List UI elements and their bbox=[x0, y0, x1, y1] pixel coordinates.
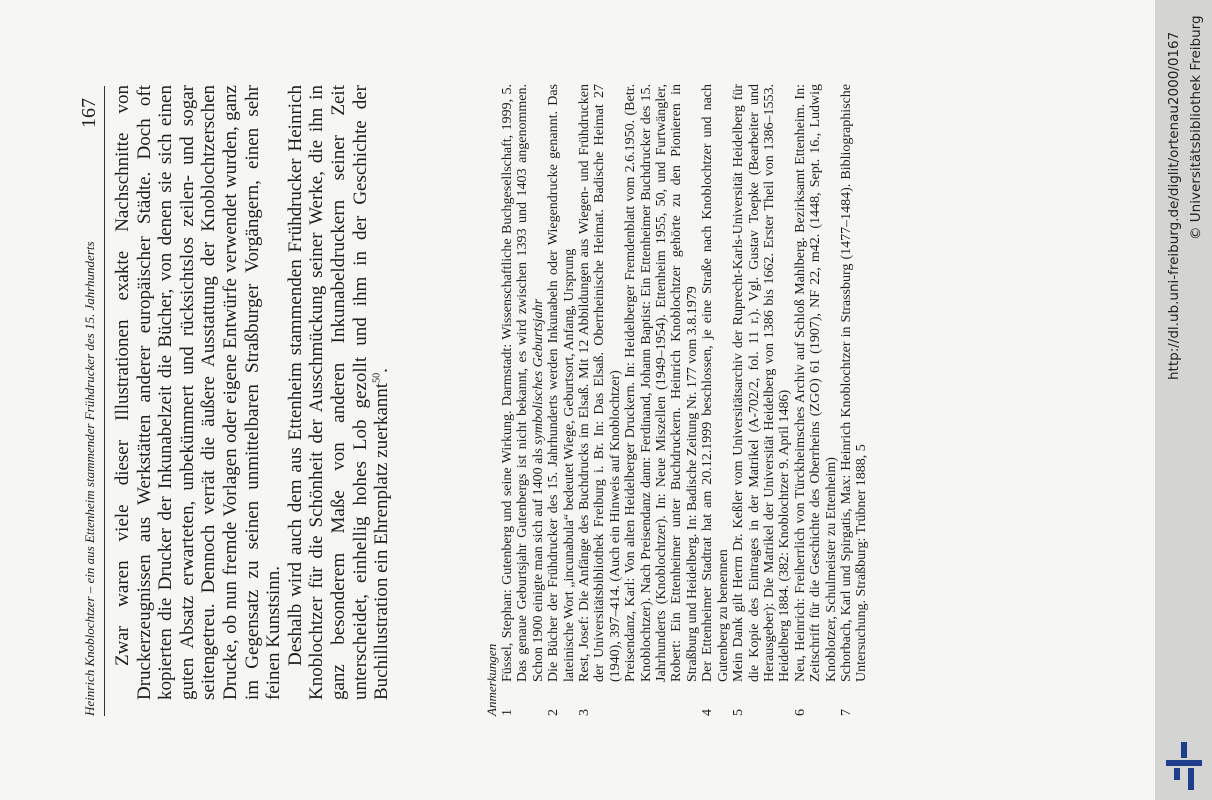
note-number: 1 bbox=[500, 709, 515, 716]
note-text: Füssel, Stephan: Gutenberg und seine Wirkung. Darmstadt: Wissenschaftliche Buchgesellschaft, 1999, 5. Das genaue Geburtsjahr Gutenbergs ist nicht bekannt, es wird zwischen 1393 und 1403 angenommen. Schon 1900 einigte man sich auf 1400 als symbolisches Geburtsjahr bbox=[500, 84, 546, 682]
body-paragraph: Zwar waren viele dieser Illustrationen exakte Nachschnitte von Druckerzeugnissen aus Werkstätten anderer europäischer Städte. Doch oft kopierten die Drucker der Inkunabelzeit die Bücher, von denen sie sich einen guten Absatz erwarteten, unbekümmert und rücksichtslos zeilen- und sogar seitengetreu. Dennoch verrät die äußere Ausstattung der Knoblochtzerschen Drucke, ob nun fremde Vorlagen oder eigene Entwürfe verwendet wurden, ganz im Gegensatz zu seinen unmittelbaren Straßburger Vorgängern, einen sehr feinen Kunstsinn. bbox=[112, 85, 285, 700]
notes-heading: Anmerkungen bbox=[484, 643, 499, 716]
note-item bbox=[577, 84, 623, 716]
note-item bbox=[500, 84, 546, 716]
note-text: Neu, Heinrich: Freiherrlich von Türckheimsches Archiv auf Schloß Mahlberg. Bezirksamt Ettenheim. In: Zeitschrift für die Geschichte des Oberrheins (ZGO) 61 (1907), NF 22, m42. (1448, Sept. 16., Ludwig Knoblotzer, Schulmeister zu Ettenheim) bbox=[792, 84, 839, 682]
running-head bbox=[82, 76, 106, 716]
note-item bbox=[623, 84, 700, 716]
note-number: 7 bbox=[838, 709, 854, 716]
note-number: 3 bbox=[577, 709, 593, 716]
body-paragraph-text: Deshalb wird auch dem aus Ettenheim stammenden Frühdrucker Heinrich Knoblochtzer für die Schönheit der Ausschmückung seiner Werke, die ihn in ganz besonderem Maße von anderen Inkunabeldruckern seiner Zeit unterscheidet, einhellig hohes Lob gezollt und ihm in der Geschichte der Buchillustration ein Ehrenplatz zuerkannt bbox=[284, 85, 393, 700]
note-number: 2 bbox=[546, 709, 562, 716]
note-item bbox=[731, 84, 793, 716]
note-item bbox=[546, 84, 577, 716]
copyright-notice: © Universitätsbibliothek Freiburg bbox=[1188, 15, 1204, 240]
page-number: 167 bbox=[78, 98, 100, 128]
source-url-strip bbox=[1166, 0, 1186, 800]
body-paragraph-end: . bbox=[371, 368, 393, 373]
note-number: 5 bbox=[731, 709, 747, 716]
note-text: Mein Dank gilt Herrn Dr. Keßler vom Universitätsarchiv der Ruprecht-Karls-Universität Heidelberg für die Kopie des Eintrages in der Matrikel (A-702/2, fol. 11 r.). Vgl. Gustav Toepke (Bearbeiter und Herausgeber): Die Matrikel der Universität Heidelberg von 1386 bis 1662. Erster Theil von 1386–1553. Heidelberg 1884. (382: Knoblochtzer 9. April 1486) bbox=[731, 84, 793, 682]
note-text: Preisendanz, Karl: Von alten Heidelberger Druckern. In: Heidelberger Fremdenblatt vom 2.6.1950. (Betr. Knoblochtzer). Nach Preisendanz dann: Ferdinand, Johann Baptist: Ein Ettenheimer Buchdrucker des 15. Jahrhunderts (Knoblochtzer). In: Neue Miszellen (1949–1954). Ettenheim 1955, 50, und Furtwängler, Robert: Ein Ettenheimer unter Buchdruckern. Heinrich Knoblochtzer gehörte zu den Pionieren in Straßburg und Heidelberg. In: Badische Zeitung Nr. 177 vom 3.8.1979 bbox=[623, 84, 700, 682]
note-number: 6 bbox=[792, 709, 808, 716]
note-text: Rest, Josef: Die Anfänge des Buchdrucks im Elsaß. Mit 12 Abbildungen aus Wiegen- und Frühdrucken der Universitätsbibliothek Freiburg i. Br. In: Das Elsaß. Oberrheinische Heimat. Badische Heimat 27 (1940), 397–414. (Auch ein Hinweis auf Knoblochtzer) bbox=[577, 84, 623, 682]
running-head-title: Heinrich Knoblochtzer – ein aus Ettenheim stammender Frühdrucker des 15. Jahrhunderts bbox=[82, 241, 97, 716]
note-item bbox=[700, 84, 731, 716]
note-item bbox=[793, 84, 839, 716]
body-paragraph bbox=[285, 85, 393, 700]
note-italic-text: symbolisches Geburtsjahr bbox=[530, 298, 546, 445]
note-item bbox=[839, 84, 870, 716]
footnote-reference: 50 bbox=[371, 372, 383, 383]
note-text: Schorbach, Karl und Spirgatis, Max: Heinrich Knoblochtzer in Strassburg (1477–1484). Bibliographische Untersuchung. Straßburg: Trübner 1888, 5 bbox=[838, 84, 870, 682]
library-logo-icon bbox=[1162, 742, 1206, 792]
note-number: 4 bbox=[700, 709, 716, 716]
body-text bbox=[112, 85, 393, 700]
source-url[interactable]: http://dl.ub.uni-freiburg.de/diglit/ortenau2000/0167 bbox=[1166, 31, 1182, 380]
notes-list bbox=[500, 84, 870, 716]
note-text: Die Bücher der Frühdrucker des 15. Jahrhunderts werden Inkunabeln oder Wiegendrucke genannt. Das lateinische Wort „incunabula“ bedeutet Wiege, Geburtsort, Anfang, Ursprung bbox=[546, 84, 577, 682]
header-rule bbox=[104, 86, 105, 716]
note-text: Der Ettenheimer Stadtrat hat am 20.12.1999 beschlossen, je eine Straße nach Knoblochtzer und nach Gutenberg zu benennen bbox=[700, 84, 731, 682]
